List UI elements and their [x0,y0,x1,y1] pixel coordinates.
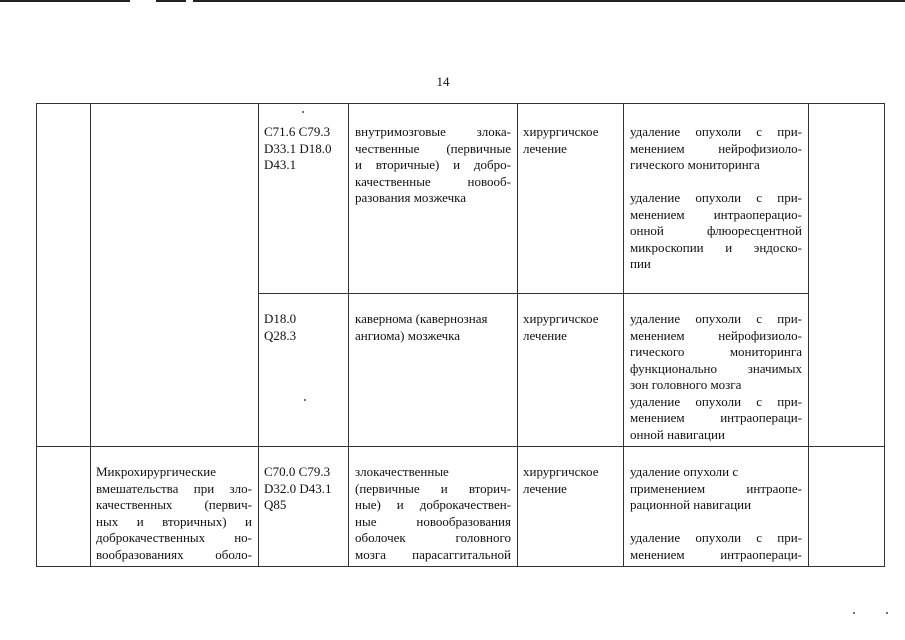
icd-codes: D18.0 Q28.3 [264,311,297,343]
top-edge-line [156,0,186,2]
treatment-method: удаление опухоли с применением интраопе- рационной навигации удаление опухоли с при- менением интраопераци- [630,464,802,562]
treatment-method: удаление опухоли с при- менением нейрофизиоло- гического мониторинга удаление опухоли с при- менением интраоперацио- онной флюоресцентной микроскопии и эндоско- пии [630,124,802,271]
scan-speck [304,399,306,401]
icd-codes: C71.6 C79.3 D33.1 D18.0 D43.1 [264,124,332,172]
scan-speck [886,612,888,614]
top-edge-line [0,0,130,2]
top-edge-line [193,0,905,2]
diagnosis: кавернома (кавернозная ангиома) мозжечка [355,311,488,343]
scan-speck [302,111,304,113]
page-number: 14 [436,74,450,89]
diagnosis: внутримозговые злока- чественные (первичные и вторичные) и добро- качественные новооб- разования мозжечка [355,124,511,205]
treatment-type: хирургичское лечение [523,311,599,343]
treatment-type: хирургичское лечение [523,124,599,156]
treatment-method: удаление опухоли с при- менением нейрофизиоло- гического мониторинга функционально значимых зон головного мозга удаление опухоли с при- менением интраопераци- онной навигации [630,311,802,442]
section-name: Микрохирургические вмешательства при зло- качественных (первич- ных и вторичных) и доброкачественных но- вообразованиях оболо- [96,464,252,562]
treatment-type: хирургичское лечение [523,464,599,496]
icd-codes: C70.0 C79.3 D32.0 D43.1 Q85 [264,464,332,512]
diagnosis: злокачественные (первичные и вторич- ные) и доброкачествен- ные новообразования оболочек головного мозга парасаггитальной [355,464,511,562]
scan-speck [853,612,855,614]
